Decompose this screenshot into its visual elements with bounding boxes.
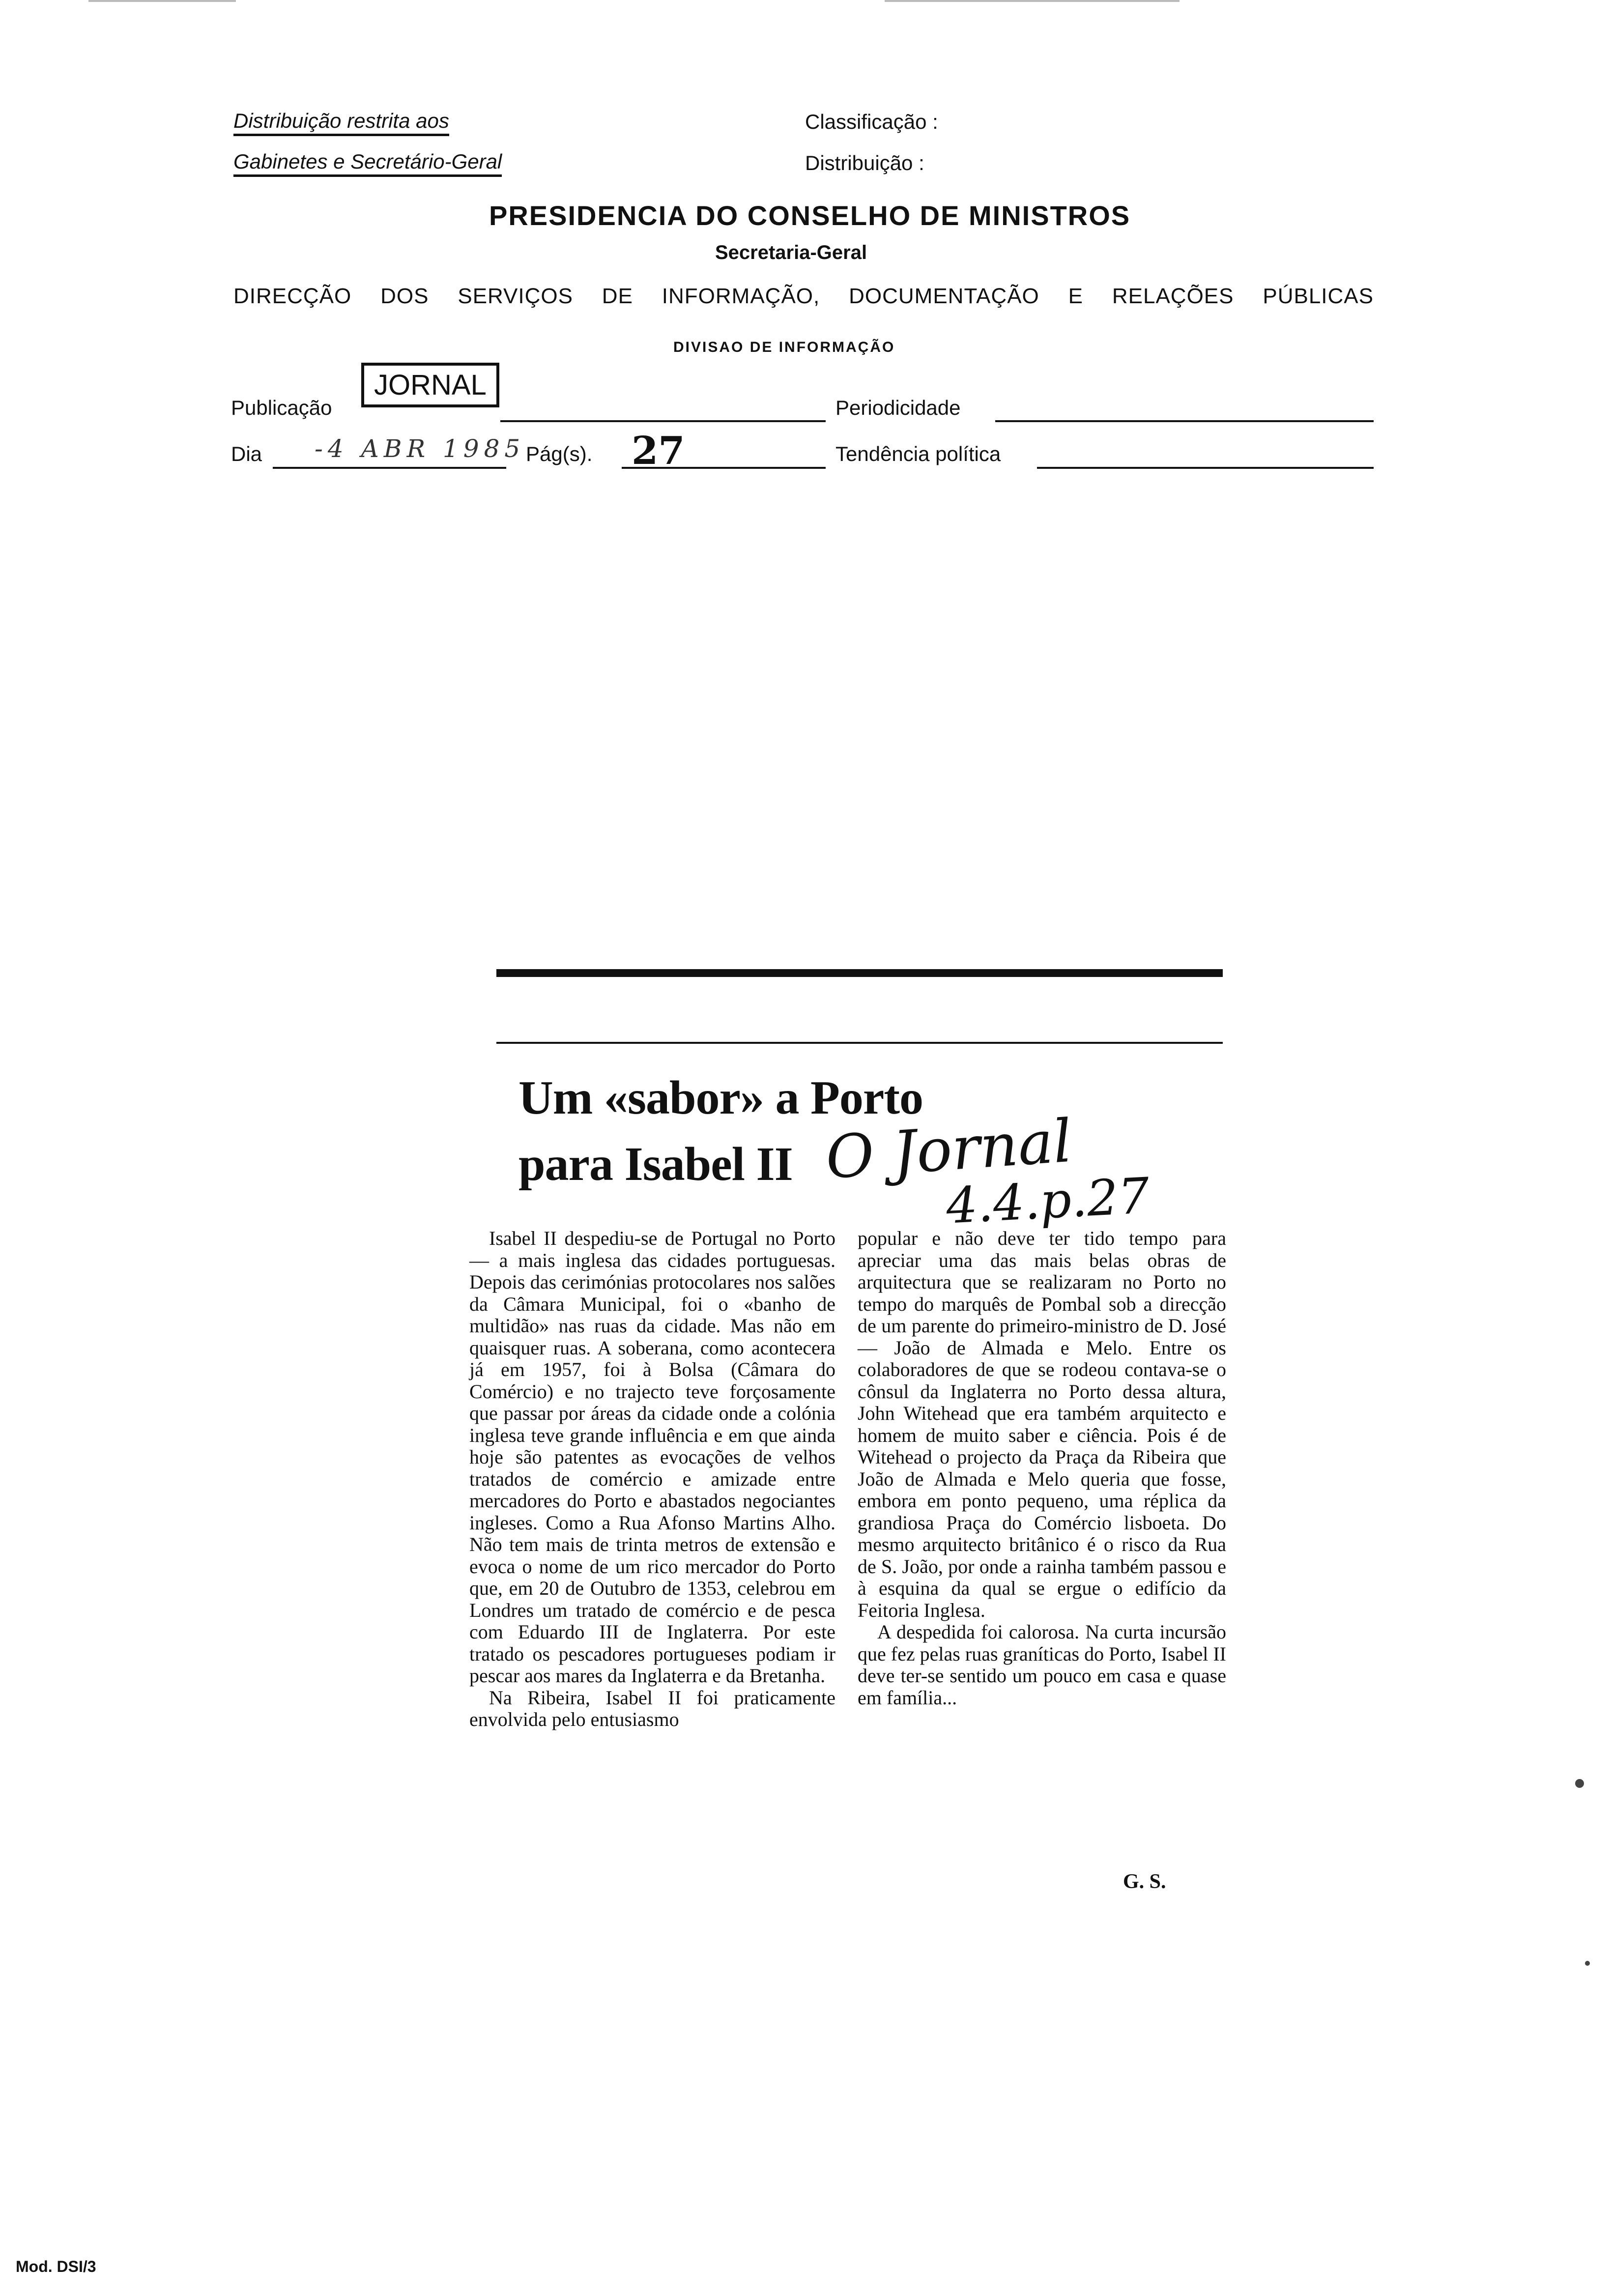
distribuicao-label: Distribuição : bbox=[805, 151, 924, 174]
scan-speck bbox=[1585, 1961, 1590, 1966]
restricted-distribution-line1: Distribuição restrita aos bbox=[233, 109, 449, 136]
direccao-line: DIRECÇÃO DOS SERVIÇOS DE INFORMAÇÃO, DOCUMENTAÇÃO E RELAÇÕES PÚBLICAS bbox=[233, 284, 1374, 308]
article-col2-paragraph-1: popular e não deve ter tido tempo para apreciar uma das mais belas obras de arquitectura que se realizaram no Porto no tempo do marquês de Pombal sob a direcção de um parente do primeiro-ministro de D. José — João de Almada e Melo. Entre os colaboradores de que se rodeou contava-se o cônsul da Inglaterra no Porto dessa altura, John Witehead que era também arquitecto e homem de muito saber e ciência. Pois é de Witehead o projecto da Praça da Ribeira que João de Almada e Melo queria que fosse, embora em ponto pequeno, uma réplica da grandiosa Praça do Comércio lisboeta. Do mesmo arquitecto britânico é o risco da Rua de S. João, por onde a rainha também passou e à esquina da qual se ergue o edifício da Feitoria Inglesa. bbox=[858, 1227, 1226, 1621]
headline-line2: para Isabel II bbox=[518, 1138, 793, 1191]
presidency-title: PRESIDENCIA DO CONSELHO DE MINISTROS bbox=[489, 200, 1131, 231]
clipping-top-thin-rule bbox=[496, 1042, 1223, 1044]
periodicidade-label: Periodicidade bbox=[835, 396, 961, 419]
scan-edge-mark bbox=[88, 0, 236, 2]
article-col1-paragraph-1: Isabel II despediu-se de Portugal no Porto — a mais inglesa das cidades portuguesas. Depois das cerimónias protocolares nos salões da Câmara Municipal, foi o «banho de multidão» nas ruas da cidade. Mas não em quaisquer ruas. A soberana, como acontecera já em 1957, foi à Bolsa (Câmara do Comércio) e no trajecto teve forçosamente que passar por áreas da cidade onde a colónia inglesa teve grande influência e em que ainda hoje são patentes as evocações de velhos tratados de comércio e amizade entre mercadores do Porto e abastados negociantes ingleses. Como a Rua Afonso Martins Alho. Não tem mais de trinta metros de extensão e evoca o nome de um rico mercador do Porto que, em 20 de Outubro de 1353, celebrou em Londres um tratado de comércio e de pesca com Eduardo III de Inglaterra. Por este tratado os pescadores portugueses podiam ir pescar aos mares da Inglaterra e da Bretanha. bbox=[469, 1227, 835, 1687]
pags-handwritten: 27 bbox=[632, 429, 685, 473]
handwritten-note-line2: 4.4.p.27 bbox=[945, 1167, 1151, 1235]
scan-edge-mark bbox=[885, 0, 1180, 2]
scan-speck bbox=[1575, 1779, 1584, 1788]
article-col1-paragraph-2: Na Ribeira, Isabel II foi praticamente envolvida pelo entusiasmo bbox=[469, 1686, 835, 1730]
restricted-distribution-line2: Gabinetes e Secretário-Geral bbox=[233, 150, 502, 177]
publicacao-stamp: JORNAL bbox=[361, 363, 499, 407]
model-code: Mod. DSI/3 bbox=[16, 2258, 96, 2275]
article-column-1 bbox=[469, 1228, 835, 1731]
dia-fill-line bbox=[273, 467, 506, 469]
headline-line1: Um «sabor» a Porto bbox=[518, 1071, 923, 1124]
article-col2-paragraph-2: A despedida foi calorosa. Na curta incursão que fez pelas ruas graníticas do Porto, Isabel II deve ter-se sentido um pouco em casa e quase em família... bbox=[858, 1621, 1226, 1709]
clipping-top-thick-rule bbox=[496, 969, 1223, 977]
divisao-informacao: DIVISAO DE INFORMAÇÃO bbox=[673, 339, 895, 355]
article-signature: G. S. bbox=[1123, 1870, 1166, 1893]
handwritten-note-line1: O Jornal bbox=[823, 1107, 1074, 1193]
secretaria-geral: Secretaria-Geral bbox=[715, 242, 867, 263]
periodicidade-fill-line bbox=[995, 420, 1374, 422]
article-column-2 bbox=[858, 1228, 1226, 1709]
classificacao-label: Classificação : bbox=[805, 110, 938, 133]
publicacao-label: Publicação bbox=[231, 396, 332, 419]
dia-label: Dia bbox=[231, 442, 262, 465]
pags-label: Pág(s). bbox=[526, 442, 593, 465]
tendencia-label: Tendência política bbox=[835, 442, 1001, 465]
dia-date-stamp: -4 ABR 1985 bbox=[315, 434, 525, 463]
publicacao-fill-line bbox=[500, 420, 826, 422]
tendencia-fill-line bbox=[1037, 467, 1374, 469]
